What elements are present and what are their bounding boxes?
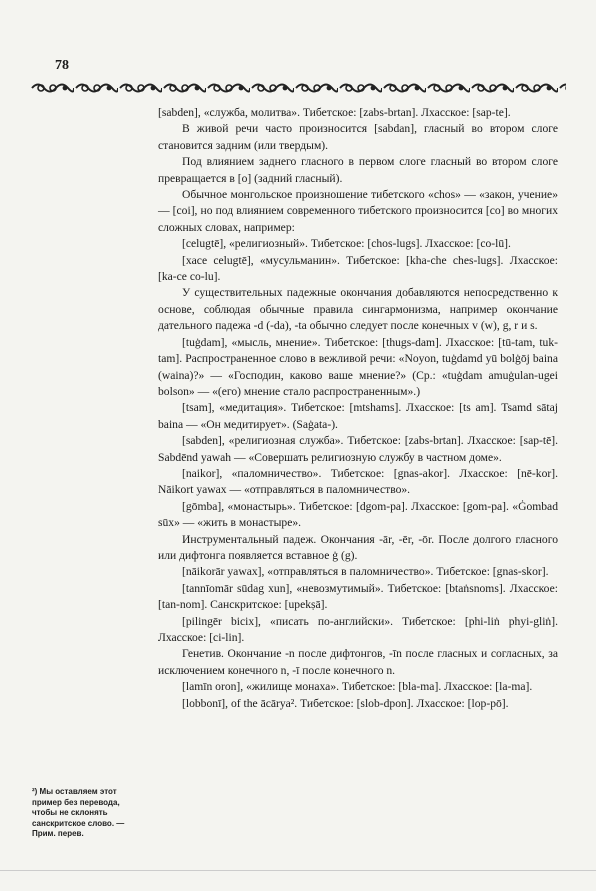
paragraph: [sabden], «религиозная служба». Тибетское: [zabs-brtan]. Лхасское: [sap-tē]. Sabdēnd yawah — «Совершать религиозную службу в частном доме».	[158, 434, 558, 464]
footnote: ²) Мы оставляем этот пример без перевода, чтобы не склонять санскритское слово. — Прим. перев.	[32, 787, 125, 838]
paragraph: [tsam], «медитация». Тибетское: [mtshams]. Лхасское: [ts am]. Tsamd sātaj baina — «Он медитирует». (Saġata-).	[158, 401, 558, 431]
ornament-border-icon	[30, 80, 566, 96]
paragraph: [lamīn oron], «жилище монаха». Тибетское: [bla-ma]. Лхасское: [la-ma].	[182, 680, 533, 694]
main-text	[158, 105, 558, 712]
paragraph: У существительных падежные окончания добавляются непосредственно к основе, соблюдая обычные правила сингармонизма, например окончание дательного падежа -d (-da), -ta обычно следует после конечных v (w), g, r и s.	[158, 286, 558, 333]
paragraph: [xace celugtē], «мусульманин». Тибетское: [kha-che ches-lugs]. Лхасское: [ka-ce co-lu].	[158, 253, 558, 284]
paragraph: [celugtē], «религиозный». Тибетское: [chos-lugs]. Лхасское: [co-lū].	[182, 237, 511, 251]
paragraph: [tuġdam], «мысль, мнение». Тибетское: [thugs-dam]. Лхасское: [tū-tam, tuk-tam]. Распространенное слово в вежливой речи: «Noyon, tuġdamd yū bolġōj baina (waina)?» — «Господин, каково ваше мнение?» (Ср.: «tuġdam amuġulan-ugei bolson» — «(его) мнение стало распространенным».)	[158, 335, 558, 398]
paragraph: [lobbonī], of the ācārya². Тибетское: [slob-dpon]. Лхасское: [lop-pō].	[182, 696, 509, 710]
paragraph: [tannīomār sūdag xun], «невозмутимый». Тибетское: [btaṅsnoms]. Лхасское: [tan-nom]. Санскритское: [upekṣā].	[158, 581, 558, 612]
paragraph: Инструментальный падеж. Окончания -ār, -ēr, -ōr. После долгого гласного или дифтонга появляется вставное ġ (g).	[158, 532, 558, 562]
paragraph: Генетив. Окончание -n после дифтонгов, -īn после гласных и согласных, за исключением конечного n, -ī после конечного n.	[158, 647, 558, 677]
page-number: 78	[55, 58, 69, 73]
paragraph: Под влиянием заднего гласного в первом слоге гласный во втором слоге превращается в [o] (задний гласный).	[158, 155, 558, 185]
paragraph: [pilingēr bicix], «писать по-английски». Тибетское: [phi-liṅ phyi-gliṅ]. Лхасское: [ci-lin].	[158, 614, 558, 644]
paragraph: [gōmba], «монастырь». Тибетское: [dgom-pa]. Лхасское: [gom-pa]. «Ġombad sūx» — «жить в монастыре».	[158, 499, 558, 530]
paragraph: [naikor], «паломничество». Тибетское: [gnas-akor]. Лхасское: [nē-kor]. Nāikort yawax — «отправляться в паломничество».	[158, 466, 558, 497]
paragraph: [nāikorār yawax], «отправляться в паломничество». Тибетское: [gnas-skor].	[182, 565, 549, 579]
page-bottom-divider	[0, 870, 596, 871]
paragraph: Обычное монгольское произношение тибетского «chos» — «закон, учение» — [coi], но под влиянием современного тибетского произносится [co] во многих сложных словах, например:	[158, 188, 558, 234]
paragraph: [sabden], «служба, молитва». Тибетское: [zabs-brtan]. Лхасское: [sap-te].	[158, 106, 511, 119]
paragraph: В живой речи часто произносится [sabdan], гласный во втором слоге становится задним (или твердым).	[158, 122, 558, 152]
